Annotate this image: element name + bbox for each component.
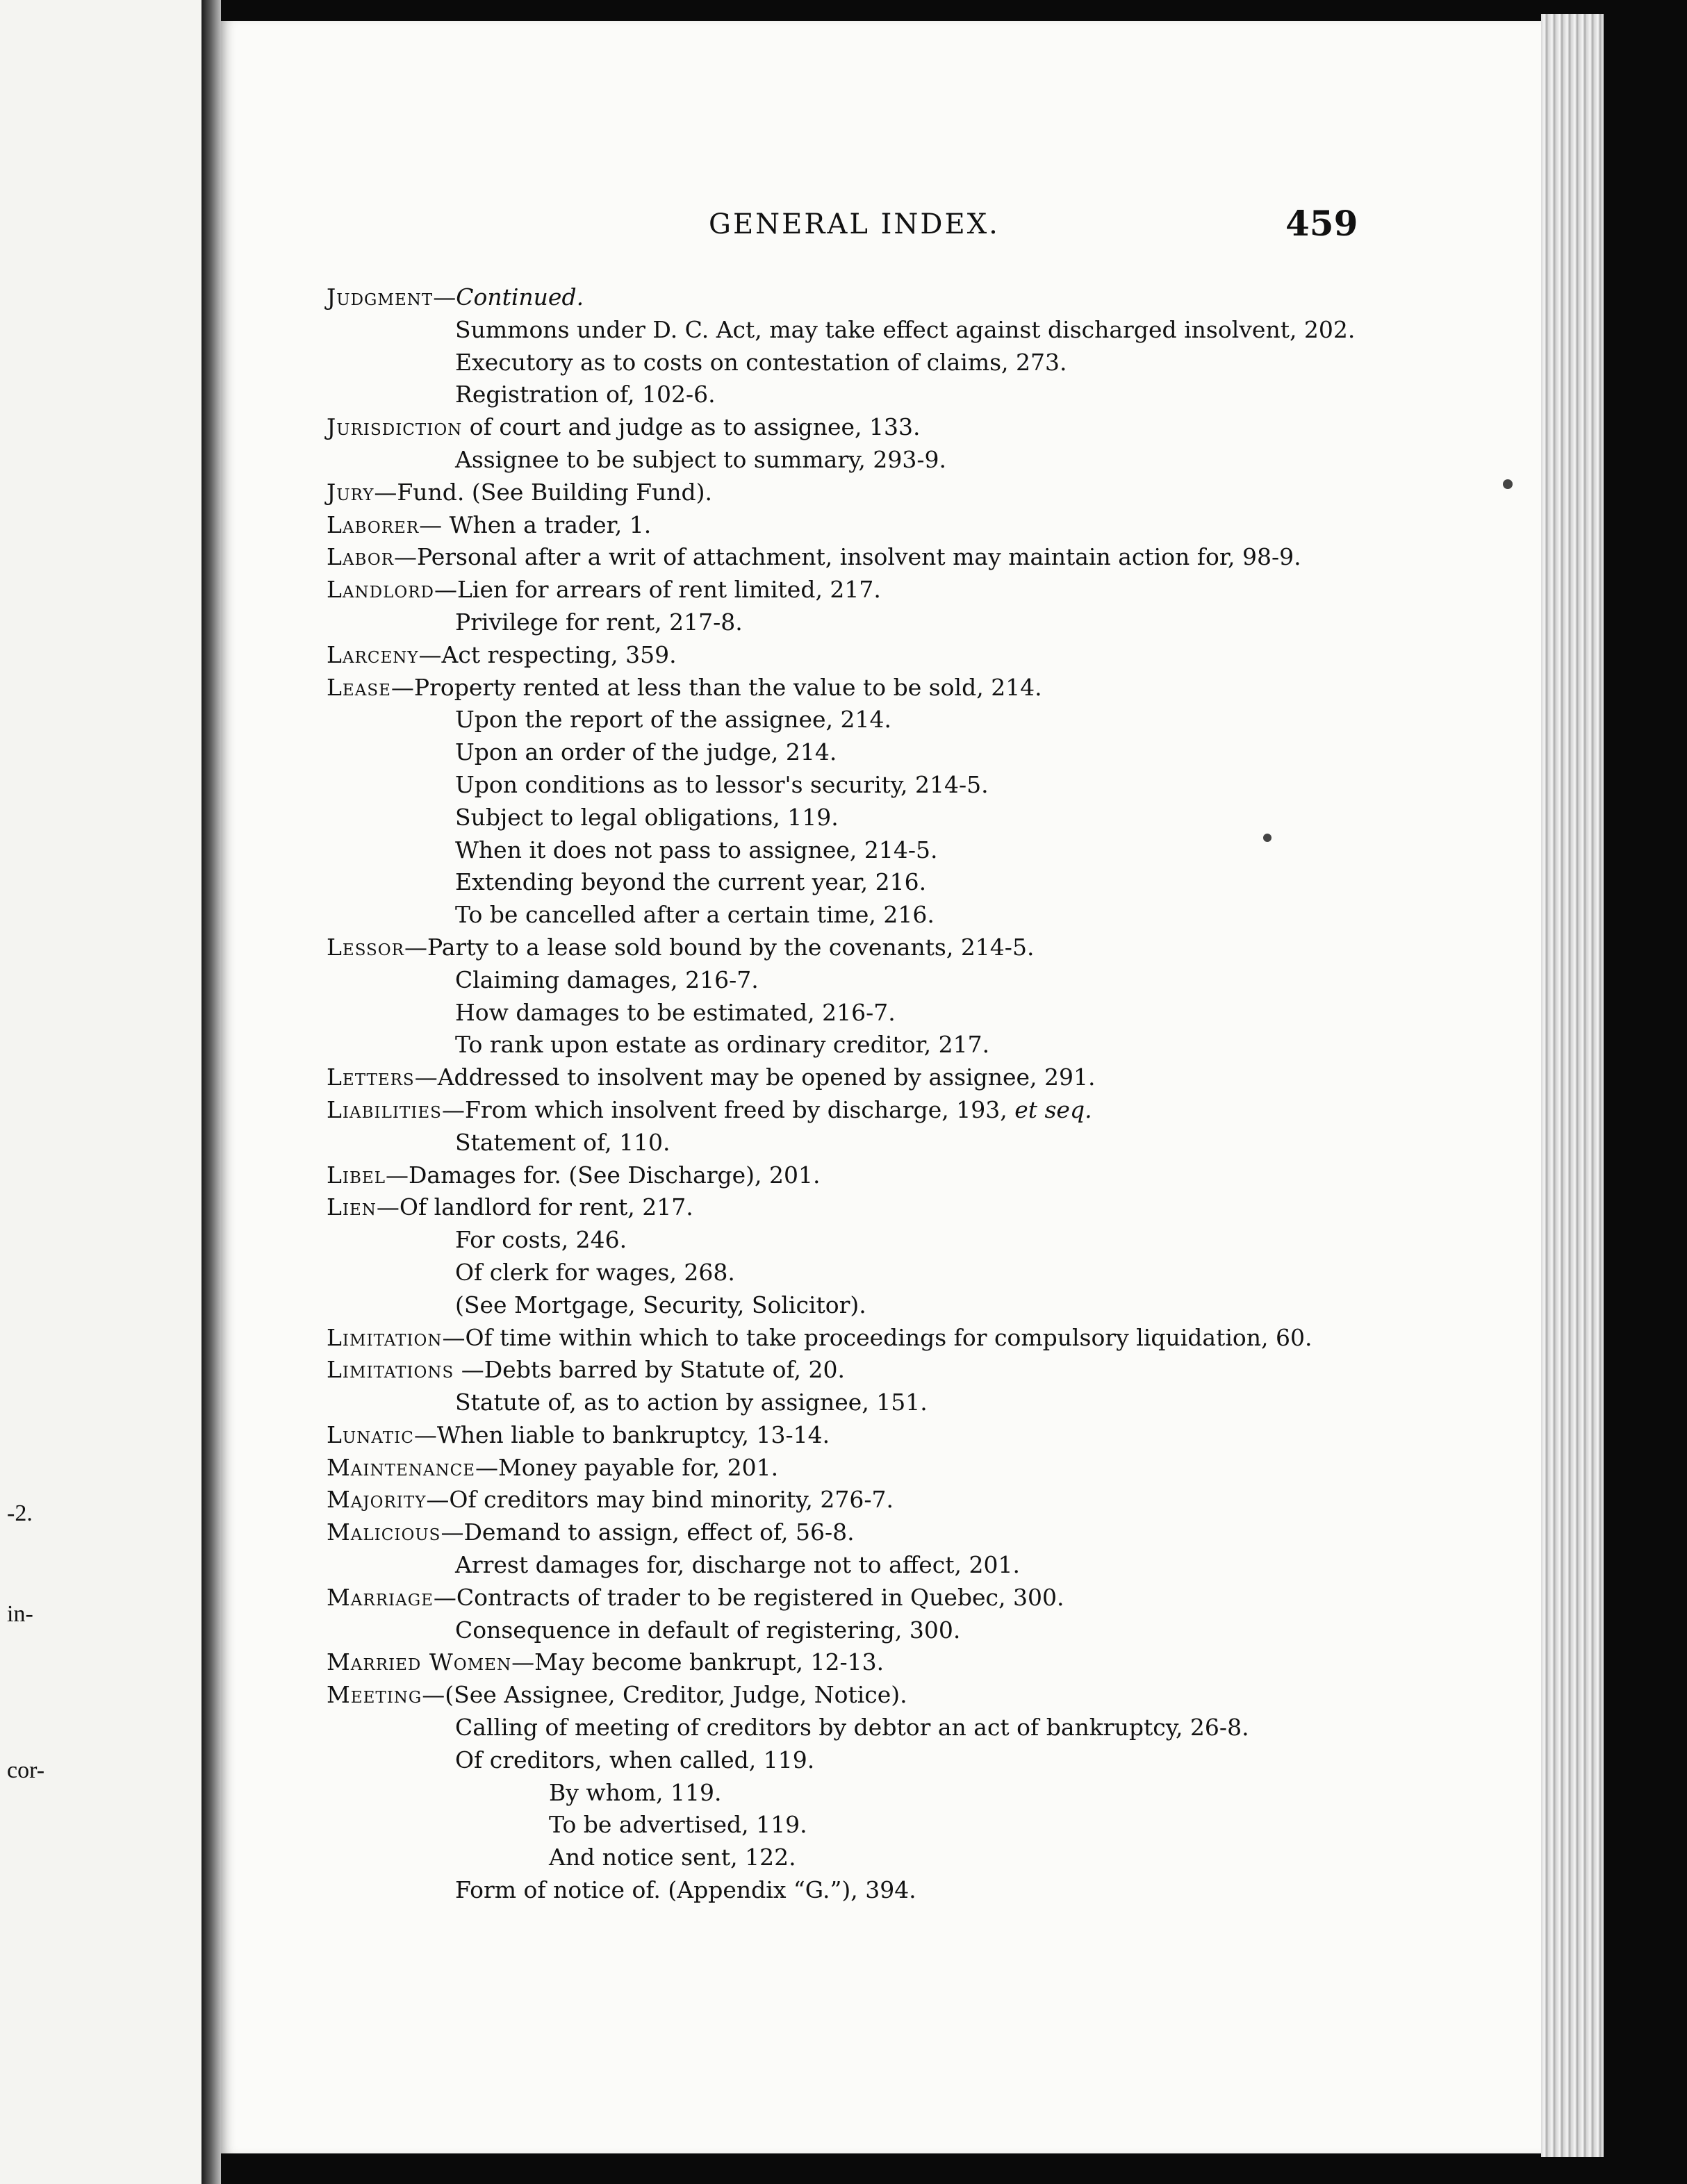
- index-entries: [327, 281, 1466, 1907]
- sub-entry: Upon the report of the assignee, 214.: [455, 706, 891, 734]
- sub-sub-entry: To be advertised, 119.: [549, 1811, 807, 1839]
- index-entry: Married Women—May become bankrupt, 12-13.: [327, 1648, 884, 1676]
- left-page-fragment: in-: [7, 1601, 33, 1627]
- headword: Limitation: [327, 1323, 443, 1351]
- book-gutter: [201, 0, 221, 2184]
- sub-entry: When it does not pass to assignee, 214-5.: [455, 836, 938, 863]
- page-edges: [1541, 14, 1604, 2157]
- sub-entry: Privilege for rent, 217-8.: [455, 608, 743, 636]
- sub-entry: Registration of, 102-6.: [455, 381, 716, 408]
- headword: Lunatic: [327, 1421, 414, 1448]
- headword: Malicious: [327, 1519, 441, 1546]
- index-entry: Laborer— When a trader, 1.: [327, 511, 652, 538]
- sub-entry: Upon conditions as to lessor's security, 214-5.: [455, 770, 989, 798]
- index-entry: Judgment—Continued.: [327, 283, 584, 311]
- headword: Laborer: [327, 511, 420, 538]
- index-entry: Limitations —Debts barred by Statute of, 20.: [327, 1356, 845, 1384]
- index-entry: Malicious—Demand to assign, effect of, 56-8.: [327, 1519, 855, 1546]
- sub-entry: Statement of, 110.: [455, 1128, 670, 1156]
- sub-sub-entry: By whom, 119.: [549, 1778, 722, 1806]
- sub-entry: Summons under D. C. Act, may take effect against discharged insolvent, 202.: [455, 315, 1356, 343]
- headword: Meeting: [327, 1681, 422, 1709]
- left-page-fragment: cor-: [7, 1757, 45, 1783]
- headword: Majority: [327, 1486, 427, 1514]
- sub-entry: Subject to legal obligations, 119.: [455, 803, 839, 831]
- sub-entry: Consequence in default of registering, 300.: [455, 1616, 961, 1644]
- sub-entry: How damages to be estimated, 216-7.: [455, 998, 896, 1026]
- headword: Jurisdiction: [327, 413, 463, 441]
- sub-entry: Upon an order of the judge, 214.: [455, 738, 837, 766]
- index-entry: Letters—Addressed to insolvent may be opened by assignee, 291.: [327, 1064, 1096, 1091]
- headword: Labor: [327, 543, 395, 571]
- headword: Landlord: [327, 576, 434, 604]
- page-header: GENERAL INDEX.: [709, 208, 1000, 240]
- index-entry: Labor—Personal after a writ of attachment, insolvent may maintain action for, 98-9.: [327, 543, 1301, 571]
- sub-sub-entry: And notice sent, 122.: [549, 1844, 796, 1871]
- index-entry: Libel—Damages for. (See Discharge), 201.: [327, 1161, 821, 1189]
- index-entry: Larceny—Act respecting, 359.: [327, 640, 677, 668]
- continued-label: Continued.: [456, 283, 584, 311]
- headword: Married Women: [327, 1648, 512, 1676]
- index-entry: Lunatic—When liable to bankruptcy, 13-14.: [327, 1421, 830, 1448]
- headword: Jury: [327, 478, 375, 506]
- sub-entry: Claiming damages, 216-7.: [455, 966, 759, 993]
- sub-entry: Executory as to costs on contestation of claims, 273.: [455, 348, 1067, 376]
- headword: Maintenance: [327, 1453, 475, 1481]
- index-entry: Jury—Fund. (See Building Fund).: [327, 478, 712, 506]
- headword: Lien: [327, 1193, 377, 1221]
- sub-entry: Of clerk for wages, 268.: [455, 1258, 735, 1286]
- sub-entry: Arrest damages for, discharge not to affect, 201.: [455, 1551, 1020, 1579]
- headword: Marriage: [327, 1583, 434, 1611]
- headword: Lessor: [327, 933, 404, 961]
- headword: Judgment: [327, 283, 434, 311]
- sub-entry: Extending beyond the current year, 216.: [455, 868, 927, 896]
- headword: Letters: [327, 1064, 415, 1091]
- headword: Liabilities: [327, 1095, 442, 1123]
- index-entry: Liabilities—From which insolvent freed by discharge, 193, et seq.: [327, 1095, 1092, 1123]
- sub-entry: To be cancelled after a certain time, 216.: [455, 901, 935, 929]
- index-entry: Limitation—Of time within which to take proceedings for compulsory liquidation, 60.: [327, 1323, 1312, 1351]
- sub-entry: Statute of, as to action by assignee, 151.: [455, 1389, 928, 1416]
- ink-speck: [1503, 479, 1513, 489]
- index-entry: Maintenance—Money payable for, 201.: [327, 1453, 779, 1481]
- left-page-margin: [0, 0, 201, 2184]
- page-number: 459: [1285, 203, 1358, 244]
- sub-entry: To rank upon estate as ordinary creditor, 217.: [455, 1031, 990, 1059]
- sub-entry: Form of notice of. (Appendix “G.”), 394.: [455, 1876, 916, 1904]
- sub-entry: Assignee to be subject to summary, 293-9.: [455, 445, 946, 473]
- index-entry: Marriage—Contracts of trader to be registered in Quebec, 300.: [327, 1583, 1064, 1611]
- index-entry: Meeting—(See Assignee, Creditor, Judge, Notice).: [327, 1681, 907, 1709]
- index-entry: Landlord—Lien for arrears of rent limited, 217.: [327, 576, 881, 604]
- headword: Lease: [327, 673, 391, 701]
- index-entry: Jurisdiction of court and judge as to assignee, 133.: [327, 413, 921, 441]
- sub-entry: (See Mortgage, Security, Solicitor).: [455, 1291, 866, 1318]
- sub-entry: Calling of meeting of creditors by debtor an act of bankruptcy, 26-8.: [455, 1714, 1249, 1742]
- headword: Libel: [327, 1161, 386, 1189]
- headword: Larceny: [327, 640, 419, 668]
- index-entry: Lessor—Party to a lease sold bound by the covenants, 214-5.: [327, 933, 1035, 961]
- index-entry: Lien—Of landlord for rent, 217.: [327, 1193, 693, 1221]
- index-entry: Majority—Of creditors may bind minority, 276-7.: [327, 1486, 894, 1514]
- index-entry: Lease—Property rented at less than the value to be sold, 214.: [327, 673, 1042, 701]
- sub-entry: For costs, 246.: [455, 1226, 627, 1254]
- sub-entry: Of creditors, when called, 119.: [455, 1746, 815, 1773]
- headword: Limitations: [327, 1356, 454, 1384]
- left-page-fragment: -2.: [7, 1500, 33, 1526]
